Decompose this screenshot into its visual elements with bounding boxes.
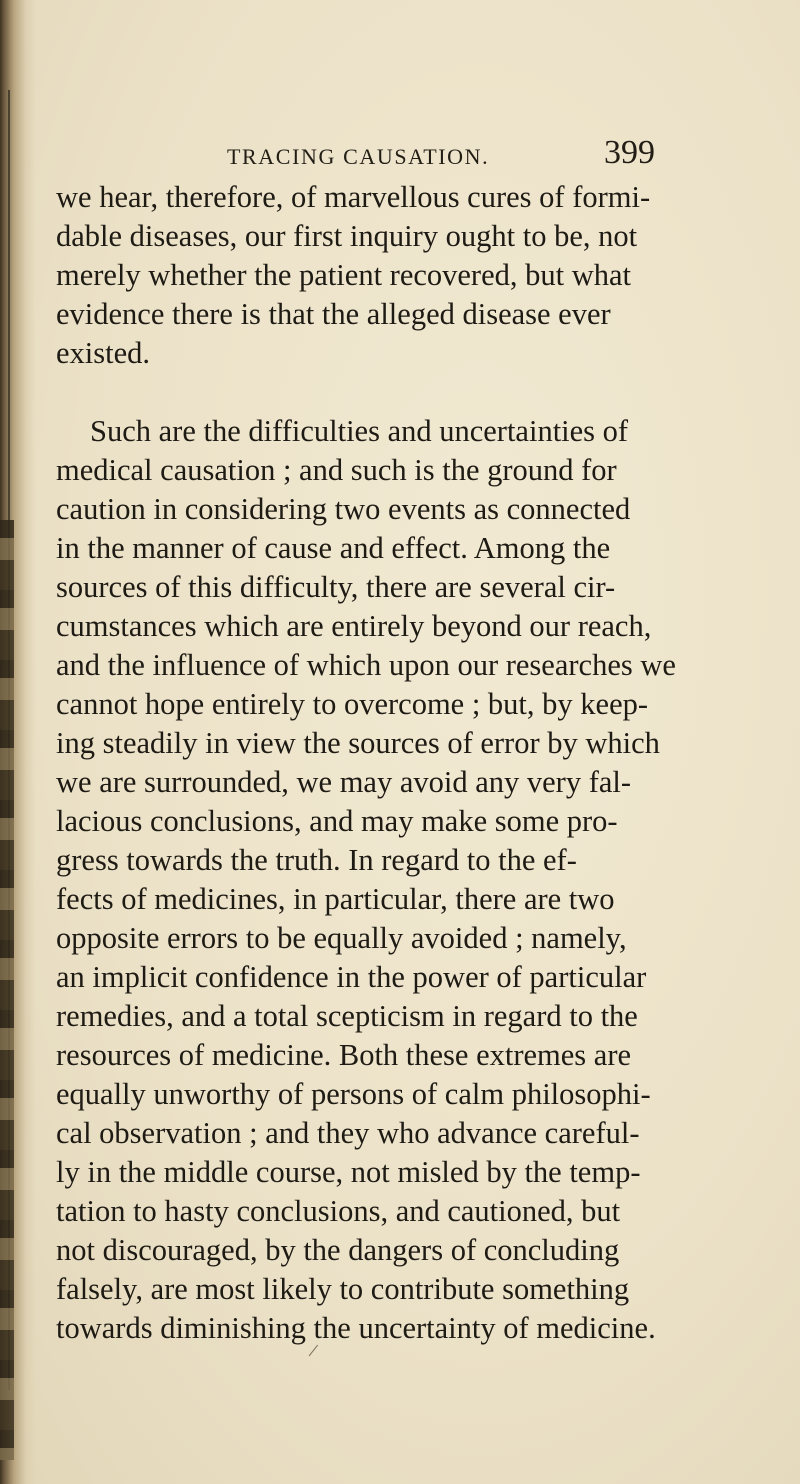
text-line: not discouraged, by the dangers of concluding (56, 1233, 620, 1267)
text-line: cal observation ; and they who advance careful- (56, 1116, 640, 1150)
text-line: we hear, therefore, of marvellous cures of formi- (56, 180, 651, 214)
text-line: sources of this difficulty, there are several cir- (56, 570, 616, 604)
text-line: evidence there is that the alleged disease ever (56, 297, 611, 331)
text-line: tation to hasty conclusions, and cautioned, but (56, 1194, 621, 1228)
text-line: towards diminishing the uncertainty of medicine. (56, 1311, 656, 1345)
page-header (0, 134, 800, 178)
text-line: resources of medicine. Both these extremes are (56, 1038, 632, 1072)
text-line: medical causation ; and such is the ground for (56, 453, 617, 487)
text-line: ing steadily in view the sources of error by which (56, 726, 660, 760)
text-line: an implicit confidence in the power of particular (56, 960, 647, 994)
text-line: we are surrounded, we may avoid any very fal- (56, 765, 632, 799)
binding-edge-marks (0, 520, 14, 1460)
text-line: and the influence of which upon our researches we (56, 648, 676, 682)
text-line: fects of medicines, in particular, there are two (56, 882, 615, 916)
text-line: opposite errors to be equally avoided ; namely, (56, 921, 627, 955)
text-line: remedies, and a total scepticism in regard to the (56, 999, 638, 1033)
running-head: TRACING CAUSATION. (227, 144, 490, 169)
text-line: merely whether the patient recovered, but what (56, 258, 632, 292)
text-line: Such are the difficulties and uncertainties of (90, 414, 629, 448)
text-line: cannot hope entirely to overcome ; but, by keep- (56, 687, 649, 721)
text-line: cumstances which are entirely beyond our reach, (56, 609, 652, 643)
page-number: 399 (604, 134, 655, 171)
text-line: existed. (56, 336, 151, 370)
text-line: ly in the middle course, not misled by the temp- (56, 1155, 641, 1189)
pencil-mark (309, 1345, 325, 1362)
text-line: equally unworthy of persons of calm philosophi- (56, 1077, 651, 1111)
text-line: gress towards the truth. In regard to the ef- (56, 843, 577, 877)
text-line: falsely, are most likely to contribute something (56, 1272, 630, 1306)
text-line: caution in considering two events as connected (56, 492, 631, 526)
text-line: dable diseases, our first inquiry ought to be, not (56, 219, 638, 253)
text-line: lacious conclusions, and may make some pro- (56, 804, 618, 838)
text-line: in the manner of cause and effect. Among the (56, 531, 611, 565)
